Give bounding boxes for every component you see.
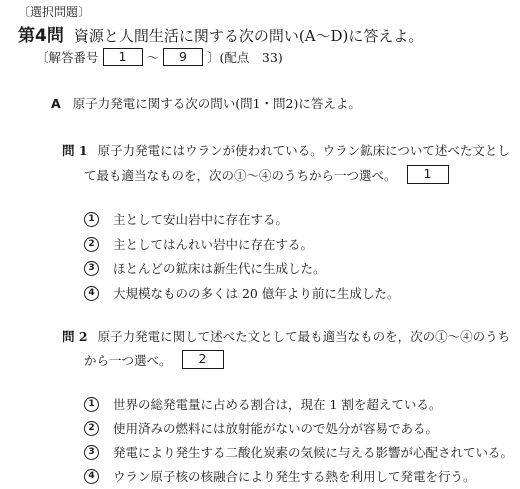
q1-line1: 原子力発電にはウランが使われている。ウラン鉱床について述べた文とし — [97, 143, 510, 158]
q2-label: 問 2 — [62, 329, 88, 344]
q1-choice-4[interactable] — [84, 284, 399, 302]
q2-choice-2[interactable] — [84, 419, 438, 437]
question-number: 第4問 — [18, 26, 64, 46]
q2-answer-box[interactable]: 2 — [182, 350, 224, 369]
q1-stem-line1 — [62, 141, 510, 159]
circled-number-4-icon: 4 — [84, 286, 99, 301]
answer-box-from: 1 — [103, 48, 143, 66]
section-tag: 〔選択問題〕 — [18, 5, 91, 19]
q2-stem-line2 — [84, 350, 224, 369]
q1-label: 問 1 — [62, 143, 88, 158]
choice-text: 使用済みの燃料には放射能がないので処分が容易である。 — [113, 421, 439, 436]
q2-line2: から一つ選べ。 — [84, 352, 172, 368]
q1-choice-1[interactable] — [84, 210, 288, 228]
choice-text: 発電により発生する二酸化炭素の気候に与える影響が心配されている。 — [113, 445, 514, 460]
q1-stem-line2 — [84, 165, 449, 184]
choice-text: 主としてはんれい岩中に存在する。 — [113, 237, 314, 252]
choice-text: 大規模なものの多くは 20 億年より前に生成した。 — [113, 286, 400, 301]
q2-line1: 原子力発電に関して述べた文として最も適当なものを，次の①～④のうち — [97, 329, 511, 344]
part-a-heading — [51, 94, 361, 112]
q1-line2: て最も適当なものを，次の①～④のうちから一つ選べ。 — [84, 167, 397, 183]
q1-answer-box[interactable]: 1 — [407, 165, 449, 184]
q2-choice-1[interactable] — [84, 395, 441, 413]
question-title: 資源と人間生活に関する次の問い(A～D)に答えよ。 — [73, 27, 424, 45]
answer-range-tilde: ～ — [146, 50, 160, 65]
circled-number-1-icon: 1 — [84, 397, 99, 412]
circled-number-3-icon: 3 — [84, 261, 99, 276]
answer-range-close: 〕(配点 33) — [207, 50, 283, 65]
answer-range-open: 〔解答番号 — [36, 50, 99, 65]
answer-box-to: 9 — [163, 48, 203, 66]
answer-number-range — [36, 48, 283, 66]
q2-choice-3[interactable] — [84, 443, 513, 461]
choice-text: 世界の総発電量に占める割合は，現在 1 割を超えている。 — [113, 397, 442, 412]
circled-number-4-icon: 4 — [84, 469, 99, 484]
part-a-label: A — [51, 96, 61, 111]
choice-text: ウラン原子核の核融合により発生する熱を利用して発電を行う。 — [113, 469, 476, 484]
q1-choice-3[interactable] — [84, 259, 326, 277]
q1-choice-2[interactable] — [84, 235, 313, 253]
choice-text: 主として安山岩中に存在する。 — [113, 212, 289, 227]
question-heading — [18, 21, 423, 46]
circled-number-2-icon: 2 — [84, 421, 99, 436]
q2-stem-line1 — [62, 327, 510, 345]
circled-number-1-icon: 1 — [84, 212, 99, 227]
circled-number-2-icon: 2 — [84, 237, 99, 252]
circled-number-3-icon: 3 — [84, 445, 99, 460]
q2-choice-4[interactable] — [84, 467, 476, 485]
choice-text: ほとんどの鉱床は新生代に生成した。 — [113, 261, 326, 276]
part-a-text: 原子力発電に関する次の問い(問1・問2)に答えよ。 — [72, 96, 361, 111]
